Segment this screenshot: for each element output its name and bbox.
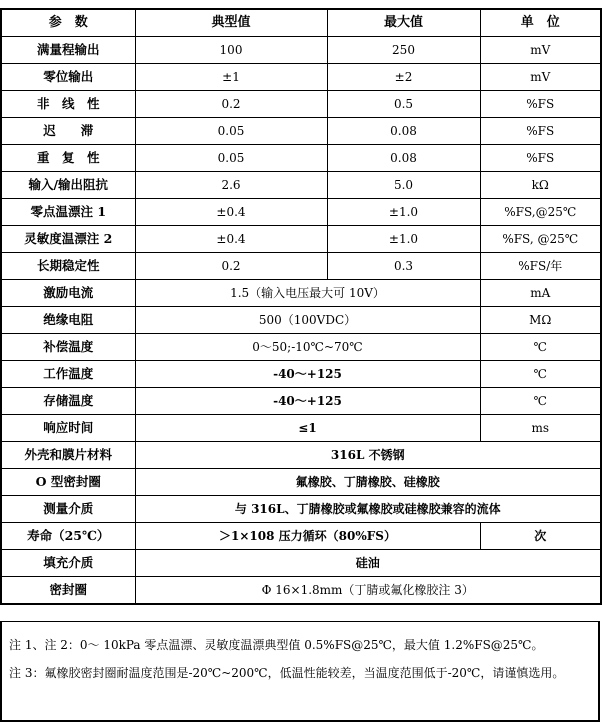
- param-cell: 填充介质: [1, 550, 135, 577]
- table-row: [1, 361, 601, 388]
- param-cell: 灵敏度温漂注 2: [1, 226, 135, 253]
- unit-cell: %FS/年: [480, 253, 601, 280]
- table-row: [1, 442, 601, 469]
- table-row: [1, 91, 601, 118]
- unit-cell: kΩ: [480, 172, 601, 199]
- param-cell: 存储温度: [1, 388, 135, 415]
- value-cell: 硅油: [135, 550, 601, 577]
- param-cell: 寿命（25℃）: [1, 523, 135, 550]
- param-cell: O 型密封圈: [1, 469, 135, 496]
- unit-cell: 次: [480, 523, 601, 550]
- notes-box: [0, 621, 600, 722]
- value-cell: -40～+125: [135, 388, 480, 415]
- value-cell: 500（100VDC）: [135, 307, 480, 334]
- header-row: [1, 9, 601, 37]
- max-cell: ±2: [327, 64, 480, 91]
- max-cell: 0.5: [327, 91, 480, 118]
- table-row: [1, 253, 601, 280]
- table-row: [1, 523, 601, 550]
- max-cell: 0.3: [327, 253, 480, 280]
- header-typical: 典型值: [135, 9, 327, 37]
- value-cell: 316L 不锈钢: [135, 442, 601, 469]
- param-cell: 零点温漂注 1: [1, 199, 135, 226]
- unit-cell: mV: [480, 37, 601, 64]
- table-row: [1, 496, 601, 523]
- unit-cell: ℃: [480, 334, 601, 361]
- typical-cell: 0.05: [135, 118, 327, 145]
- max-cell: ±1.0: [327, 199, 480, 226]
- value-cell: 氟橡胶、丁腈橡胶、硅橡胶: [135, 469, 601, 496]
- table-row: [1, 307, 601, 334]
- table-row: [1, 550, 601, 577]
- value-cell: -40～+125: [135, 361, 480, 388]
- typical-cell: 0.05: [135, 145, 327, 172]
- unit-cell: %FS: [480, 145, 601, 172]
- param-cell: 绝缘电阻: [1, 307, 135, 334]
- value-cell: 0～50;-10℃~70℃: [135, 334, 480, 361]
- unit-cell: %FS: [480, 91, 601, 118]
- typical-cell: 0.2: [135, 253, 327, 280]
- param-cell: 长期稳定性: [1, 253, 135, 280]
- param-cell: 工作温度: [1, 361, 135, 388]
- unit-cell: mA: [480, 280, 601, 307]
- unit-cell: ℃: [480, 361, 601, 388]
- param-cell: 外壳和膜片材料: [1, 442, 135, 469]
- max-cell: 5.0: [327, 172, 480, 199]
- unit-cell: MΩ: [480, 307, 601, 334]
- unit-cell: %FS,@25℃: [480, 199, 601, 226]
- max-cell: 0.08: [327, 118, 480, 145]
- note-1: 注 1、注 2：0～ 10kPa 零点温漂、灵敏度温漂典型值 0.5%FS@25℃，最大值 1.2%FS@25℃。: [9, 638, 544, 652]
- param-cell: 补偿温度: [1, 334, 135, 361]
- max-cell: 250: [327, 37, 480, 64]
- header-unit: 单 位: [480, 9, 601, 37]
- header-max: 最大值: [327, 9, 480, 37]
- header-param: 参 数: [1, 9, 135, 37]
- table-row: [1, 280, 601, 307]
- table-row: [1, 172, 601, 199]
- typical-cell: ±0.4: [135, 226, 327, 253]
- typical-cell: 2.6: [135, 172, 327, 199]
- table-row: [1, 415, 601, 442]
- value-cell: Φ 16×1.8mm（丁腈或氟化橡胶注 3）: [135, 577, 601, 605]
- spec-table: [0, 8, 602, 605]
- value-cell: ＞1×108 压力循环（80%FS）: [135, 523, 480, 550]
- value-cell: 与 316L、丁腈橡胶或氟橡胶或硅橡胶兼容的流体: [135, 496, 601, 523]
- max-cell: 0.08: [327, 145, 480, 172]
- table-row: [1, 469, 601, 496]
- param-cell: 重 复 性: [1, 145, 135, 172]
- param-cell: 测量介质: [1, 496, 135, 523]
- table-row: [1, 37, 601, 64]
- param-cell: 迟 滞: [1, 118, 135, 145]
- table-row: [1, 118, 601, 145]
- table-row: [1, 577, 601, 605]
- typical-cell: 100: [135, 37, 327, 64]
- table-row: [1, 388, 601, 415]
- table-row: [1, 145, 601, 172]
- typical-cell: ±0.4: [135, 199, 327, 226]
- table-row: [1, 334, 601, 361]
- unit-cell: ℃: [480, 388, 601, 415]
- unit-cell: mV: [480, 64, 601, 91]
- unit-cell: %FS, @25℃: [480, 226, 601, 253]
- note-2: 注 3：氟橡胶密封圈耐温度范围是-20℃~200℃，低温性能较差，当温度范围低于-20℃，请谨慎选用。: [9, 666, 565, 680]
- param-cell: 零位输出: [1, 64, 135, 91]
- param-cell: 密封圈: [1, 577, 135, 605]
- table-row: [1, 64, 601, 91]
- param-cell: 激励电流: [1, 280, 135, 307]
- value-cell: ≤1: [135, 415, 480, 442]
- param-cell: 输入/输出阻抗: [1, 172, 135, 199]
- unit-cell: ms: [480, 415, 601, 442]
- table-row: [1, 199, 601, 226]
- unit-cell: %FS: [480, 118, 601, 145]
- typical-cell: 0.2: [135, 91, 327, 118]
- value-cell: 1.5（输入电压最大可 10V）: [135, 280, 480, 307]
- param-cell: 响应时间: [1, 415, 135, 442]
- param-cell: 非 线 性: [1, 91, 135, 118]
- typical-cell: ±1: [135, 64, 327, 91]
- param-cell: 满量程输出: [1, 37, 135, 64]
- max-cell: ±1.0: [327, 226, 480, 253]
- table-row: [1, 226, 601, 253]
